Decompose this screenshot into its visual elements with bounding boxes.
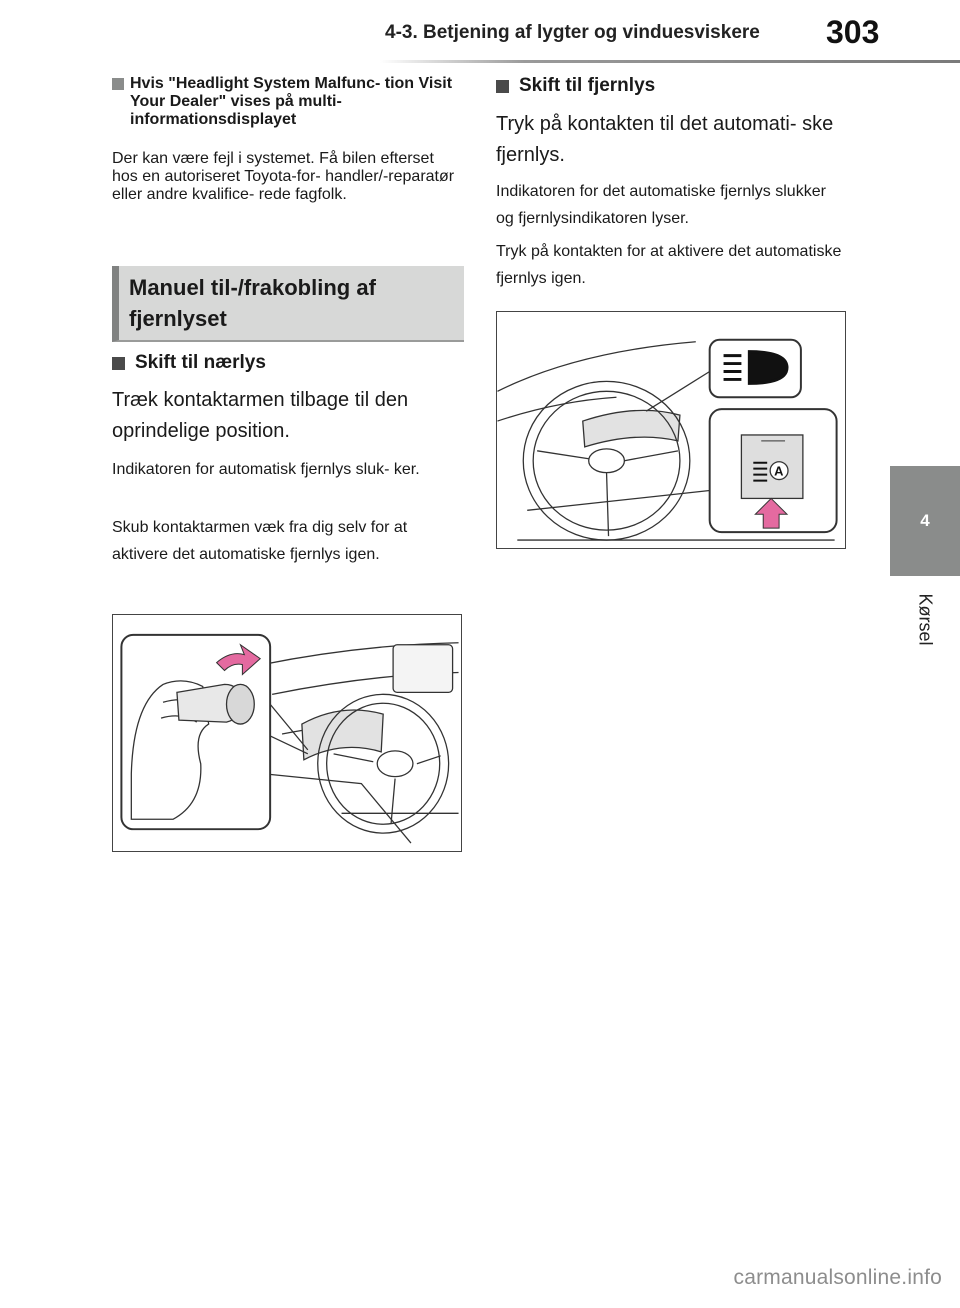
low-beam-note-2: Skub kontaktarmen væk fra dig selv for at aktivere det automatiske fjernlys igen. <box>112 519 408 563</box>
low-beam-lead: Træk kontaktarmen tilbage til den oprindelige position. <box>112 389 409 442</box>
bullet-square-icon <box>112 78 124 90</box>
high-beam-heading: Skift til fjernlys <box>496 75 655 97</box>
high-beam-note-2: Tryk på kontakten for at aktivere det automatiske fjernlys igen. <box>496 243 842 287</box>
high-beam-note-1: Indikatoren for det automatiske fjernlys slukker og fjernlysindikatoren lyser. <box>496 183 826 227</box>
chapter-tab[interactable] <box>890 466 960 576</box>
malfunction-heading: Hvis "Headlight System Malfunc- tion Visit Your Dealer" vises på multi-informationsdisplayet <box>112 75 462 129</box>
bullet-square-icon <box>496 80 509 93</box>
bullet-square-icon <box>112 357 125 370</box>
running-header: 4-3. Betjening af lygter og vinduesviskere <box>385 22 760 43</box>
low-beam-heading: Skift til nærlys <box>112 352 266 374</box>
lever-illustration <box>112 614 462 852</box>
page-number: 303 <box>826 14 880 50</box>
chapter-number: 4 <box>920 511 930 530</box>
section-title-bar <box>112 266 464 342</box>
watermark: carmanualsonline.info <box>733 1266 942 1289</box>
switch-label-a: A <box>774 463 784 479</box>
lever-drawing <box>113 615 461 851</box>
header-rule <box>380 60 960 63</box>
switch-drawing <box>497 312 845 548</box>
chapter-label: Kørsel <box>915 592 936 646</box>
switch-illustration <box>496 311 846 549</box>
high-beam-lead: Tryk på kontakten til det automati- ske fjernlys. <box>496 113 834 166</box>
section-title: Manuel til-/frakobling af fjernlyset <box>129 275 376 331</box>
low-beam-note-1: Indikatoren for automatisk fjernlys sluk- ker. <box>112 461 420 478</box>
malfunction-body: Der kan være fejl i systemet. Få bilen efterset hos en autoriseret Toyota-for- handler/-reparatør eller andre kvalifice- rede fagfolk. <box>112 150 455 203</box>
